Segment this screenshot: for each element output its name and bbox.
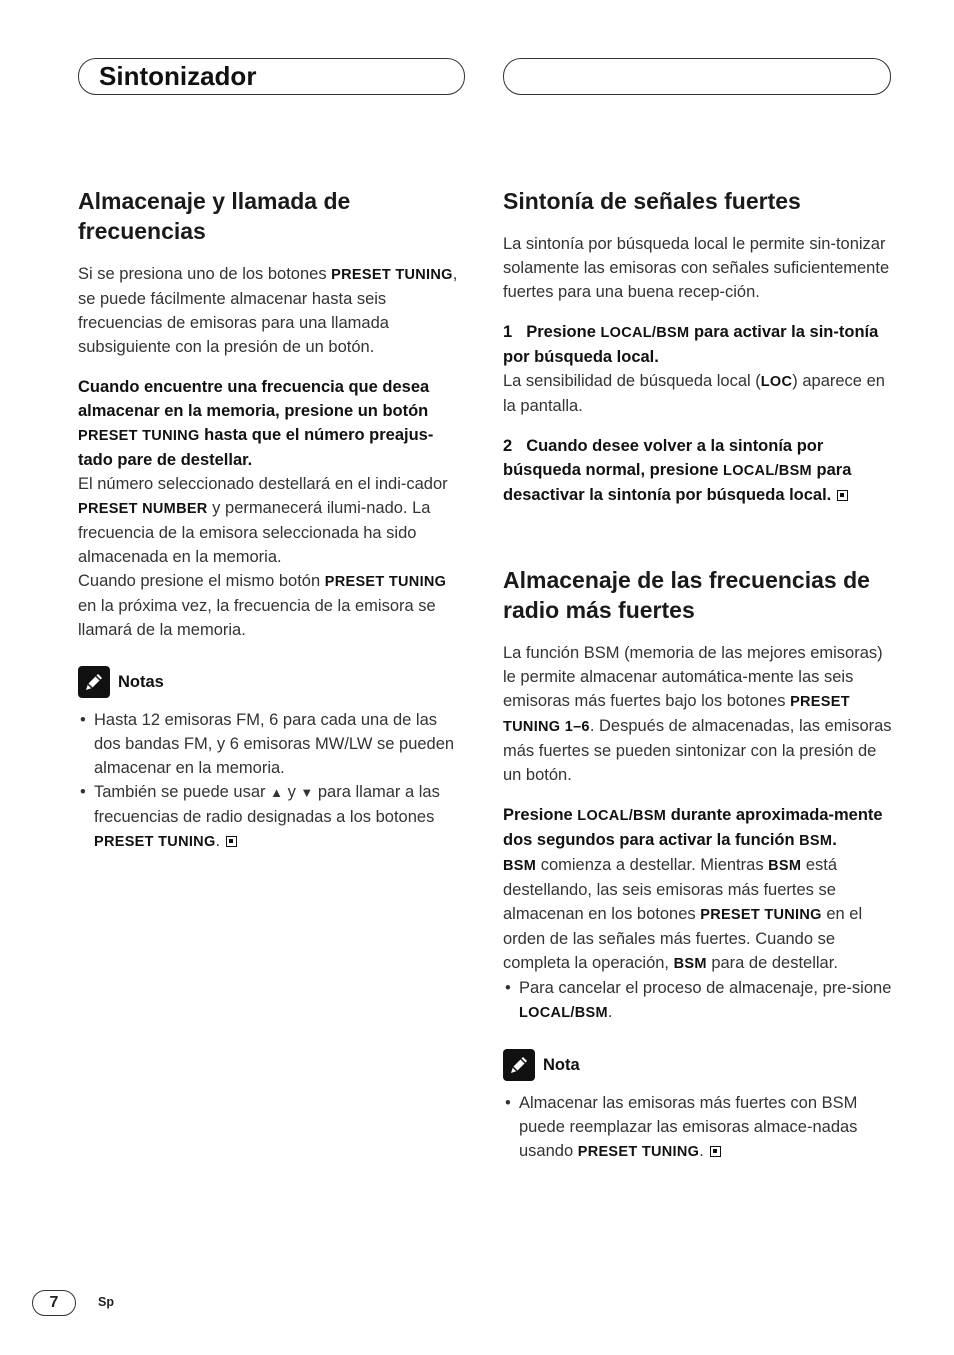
intro-paragraph-2: La sintonía por búsqueda local le permite sin-tonizar solamente las emisoras con señales suficientemente fuertes para una buena recep-ción. — [503, 235, 890, 301]
notes-list — [78, 708, 468, 854]
heading-almacenaje-llamada: Almacenaje y llamada de frecuencias — [78, 188, 351, 244]
left-column — [78, 186, 468, 854]
intro-paragraph: Si se presiona uno de los botones PRESET TUNING, se puede fácilmente almacenar hasta seis frecuencias de emisoras para una llamada subsiguiente con la presión de un botón. — [78, 265, 458, 356]
body-paragraph-2: Cuando presione el mismo botón PRESET TUNING en la próxima vez, la frecuencia de la emisora se llamará de la memoria. — [78, 572, 447, 639]
note-item: • Almacenar las emisoras más fuertes con BSM puede reemplazar las emisoras almace-nadas usando PRESET TUNING. — [503, 1091, 893, 1164]
step-1-body: La sensibilidad de búsqueda local (LOC) aparece en la pantalla. — [503, 372, 885, 415]
end-mark-icon — [837, 490, 848, 501]
note-list — [503, 1091, 893, 1164]
end-mark-icon — [226, 836, 237, 847]
pencil-note-icon — [78, 666, 110, 698]
header-empty-box — [503, 58, 891, 95]
step-2: 2 Cuando desee volver a la sintonía por búsqueda normal, presione LOCAL/BSM para desactivar la sintonía por búsqueda local. — [503, 437, 852, 504]
down-arrow-icon: ▼ — [300, 785, 314, 800]
note-label: Nota — [543, 1055, 580, 1074]
body-paragraph-3: BSM comienza a destellar. Mientras BSM está destellando, las seis emisoras más fuertes se almacenan en los botones PRESET TUNING en el orden de las señales más fuertes. Cuando se completa la operación, BSM para de destellar. — [503, 856, 863, 972]
page-number: 7 — [32, 1290, 76, 1316]
intro-paragraph-3: La función BSM (memoria de las mejores emisoras) le permite almacenar automática-mente las seis emisoras más fuertes bajo los botones PRESET TUNING 1–6. Después de almacenadas, las emisoras más fuertes se pueden sintonizar con la presión de un botón. — [503, 644, 892, 784]
notes-label: Notas — [118, 672, 164, 691]
header-title-box — [78, 58, 465, 95]
heading-sintonia-senales: Sintonía de señales fuertes — [503, 188, 801, 214]
section-title: Sintonizador — [99, 61, 257, 91]
body-paragraph-1: El número seleccionado destellará en el indi-cador PRESET NUMBER y permanecerá ilumi-nado. La frecuencia de la emisora seleccionada ha sido almacenada en la memoria. — [78, 475, 448, 566]
up-arrow-icon: ▲ — [270, 785, 283, 800]
right-column — [503, 186, 893, 1164]
heading-almacenaje-fuertes: Almacenaje de las frecuencias de radio más fuertes — [503, 567, 870, 623]
page-language: Sp — [98, 1295, 114, 1309]
note-item: • También se puede usar ▲ y ▼ para llamar a las frecuencias de radio designadas a los botones PRESET TUNING. — [78, 780, 468, 854]
notes-header — [78, 666, 468, 698]
cancel-item: • Para cancelar el proceso de almacenaje, pre-sione LOCAL/BSM. — [503, 976, 893, 1025]
pencil-note-icon — [503, 1049, 535, 1081]
cancel-list — [503, 976, 893, 1025]
instruction-paragraph: Cuando encuentre una frecuencia que desea almacenar en la memoria, presione un botón PRESET TUNING hasta que el número preajus-tado pare de destellar. — [78, 378, 434, 469]
step-1: 1 Presione LOCAL/BSM para activar la sin-tonía por búsqueda local. — [503, 323, 879, 366]
instruction-paragraph-2: Presione LOCAL/BSM durante aproximada-mente dos segundos para activar la función BSM. — [503, 806, 883, 849]
note-item: • Hasta 12 emisoras FM, 6 para cada una de las dos bandas FM, y 6 emisoras MW/LW se pueden almacenar en la memoria. — [78, 708, 468, 780]
end-mark-icon — [710, 1146, 721, 1157]
note-header — [503, 1049, 893, 1081]
